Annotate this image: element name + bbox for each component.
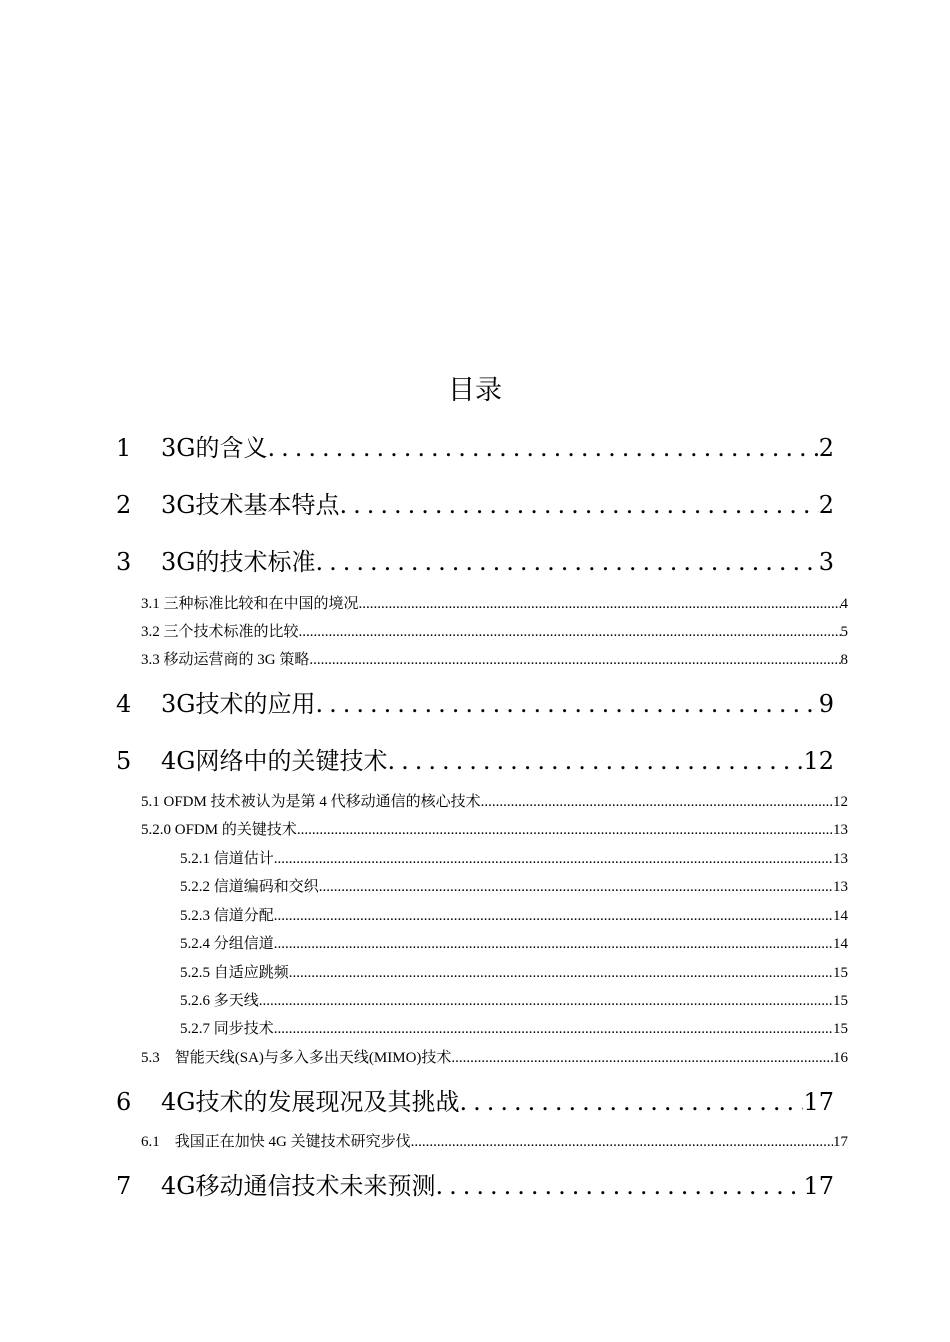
- page-number: 13: [833, 822, 848, 838]
- section-title: 6.1 我国正在加快 4G 关键技术研究步伐: [141, 1134, 411, 1150]
- dot-leader: [315, 690, 818, 718]
- dot-leader: [435, 1172, 803, 1200]
- page-number: 14: [833, 936, 848, 952]
- page-number: 5: [840, 624, 848, 640]
- page-number: 12: [833, 794, 848, 810]
- page-number: 13: [833, 879, 848, 895]
- chapter-title: 4G网络中的关键技术: [161, 747, 388, 775]
- section-title: 5.2.2 信道编码和交织: [180, 879, 319, 895]
- dot-leader: [259, 993, 833, 1010]
- page-number: 15: [833, 993, 848, 1009]
- chapter-title: 3G的含义: [161, 434, 268, 462]
- chapter-number: 4: [116, 690, 132, 718]
- page-number: 8: [840, 652, 848, 668]
- chapter-title: 3G技术基本特点: [161, 491, 340, 519]
- section-title: 5.2.7 同步技术: [180, 1021, 274, 1037]
- section-title: 3.2 三个技术标准的比较: [141, 624, 299, 640]
- dot-leader: [274, 936, 833, 953]
- page-number: 2: [818, 491, 834, 519]
- dot-leader: [289, 965, 833, 982]
- chapter-number: 7: [116, 1172, 132, 1200]
- toc-entry-chapter-3[interactable]: [116, 542, 834, 582]
- section-title: 5.2.4 分组信道: [180, 936, 274, 952]
- toc-entry-section-5-2-3[interactable]: [180, 904, 848, 928]
- toc-entry-section-3-1[interactable]: [141, 592, 848, 616]
- dot-leader: [319, 879, 833, 896]
- chapter-title: 3G的技术标准: [161, 548, 316, 576]
- section-title: 5.2.5 自适应跳频: [180, 965, 289, 981]
- page-number: 2: [818, 434, 834, 462]
- page-number: 15: [833, 965, 848, 981]
- dot-leader: [274, 851, 833, 868]
- page-number: 14: [833, 908, 848, 924]
- toc-entry-chapter-4[interactable]: [116, 684, 834, 724]
- chapter-number: 6: [116, 1088, 132, 1116]
- toc-entry-section-5-3[interactable]: [141, 1046, 848, 1070]
- dot-leader: [387, 747, 803, 775]
- chapter-title: 4G移动通信技术未来预测: [161, 1172, 436, 1200]
- chapter-title: 3G技术的应用: [161, 690, 316, 718]
- toc-entry-section-5-2-6[interactable]: [180, 989, 848, 1013]
- toc-entry-section-5-2-0[interactable]: [141, 818, 848, 842]
- dot-leader: [451, 1050, 833, 1067]
- section-title: 3.1 三种标准比较和在中国的境况: [141, 596, 359, 612]
- section-title: 5.2.6 多天线: [180, 993, 259, 1009]
- toc-entry-chapter-1[interactable]: [116, 428, 834, 468]
- dot-leader: [481, 794, 833, 811]
- section-title: 5.2.3 信道分配: [180, 908, 274, 924]
- toc-title: 目录: [448, 375, 502, 406]
- dot-leader: [459, 1088, 803, 1116]
- chapter-number: 2: [116, 491, 132, 519]
- page-number: 16: [833, 1050, 848, 1066]
- section-title: 3.3 移动运营商的 3G 策略: [141, 652, 310, 668]
- toc-entry-chapter-5[interactable]: [116, 741, 834, 781]
- dot-leader: [299, 624, 841, 641]
- toc-entry-chapter-7[interactable]: [116, 1166, 834, 1206]
- dot-leader: [359, 596, 841, 613]
- section-title: 5.2.1 信道估计: [180, 851, 274, 867]
- page-number: 12: [803, 747, 834, 775]
- toc-entry-section-5-1[interactable]: [141, 790, 848, 814]
- chapter-number: 1: [116, 434, 132, 462]
- toc-entry-section-5-2-7[interactable]: [180, 1017, 848, 1041]
- toc-entry-chapter-2[interactable]: [116, 485, 834, 525]
- toc-entry-section-3-3[interactable]: [141, 648, 848, 672]
- toc-entry-section-5-2-1[interactable]: [180, 847, 848, 871]
- toc-entry-section-3-2[interactable]: [141, 620, 848, 644]
- toc-entry-section-6-1[interactable]: [141, 1130, 848, 1154]
- chapter-number: 5: [116, 747, 132, 775]
- dot-leader: [315, 548, 818, 576]
- dot-leader: [339, 491, 818, 519]
- page-number: 13: [833, 851, 848, 867]
- page-number: 4: [840, 596, 848, 612]
- page-number: 17: [803, 1172, 834, 1200]
- dot-leader: [274, 1021, 833, 1038]
- dot-leader: [309, 652, 840, 669]
- page-number: 17: [803, 1088, 834, 1116]
- page-number: 3: [818, 548, 834, 576]
- chapter-number: 3: [116, 548, 132, 576]
- dot-leader: [297, 822, 833, 839]
- toc-entry-section-5-2-5[interactable]: [180, 961, 848, 985]
- toc-entry-section-5-2-2[interactable]: [180, 875, 848, 899]
- page-number: 9: [818, 690, 834, 718]
- section-title: 5.3 智能天线(SA)与多入多出天线(MIMO)技术: [141, 1050, 452, 1066]
- toc-entry-section-5-2-4[interactable]: [180, 932, 848, 956]
- page-number: 15: [833, 1021, 848, 1037]
- toc-entry-chapter-6[interactable]: [116, 1082, 834, 1122]
- dot-leader: [274, 908, 833, 925]
- chapter-title: 4G技术的发展现况及其挑战: [161, 1088, 460, 1116]
- dot-leader: [411, 1134, 833, 1151]
- page-number: 17: [833, 1134, 848, 1150]
- section-title: 5.1 OFDM 技术被认为是第 4 代移动通信的核心技术: [141, 794, 481, 810]
- dot-leader: [267, 434, 818, 462]
- section-title: 5.2.0 OFDM 的关键技术: [141, 822, 297, 838]
